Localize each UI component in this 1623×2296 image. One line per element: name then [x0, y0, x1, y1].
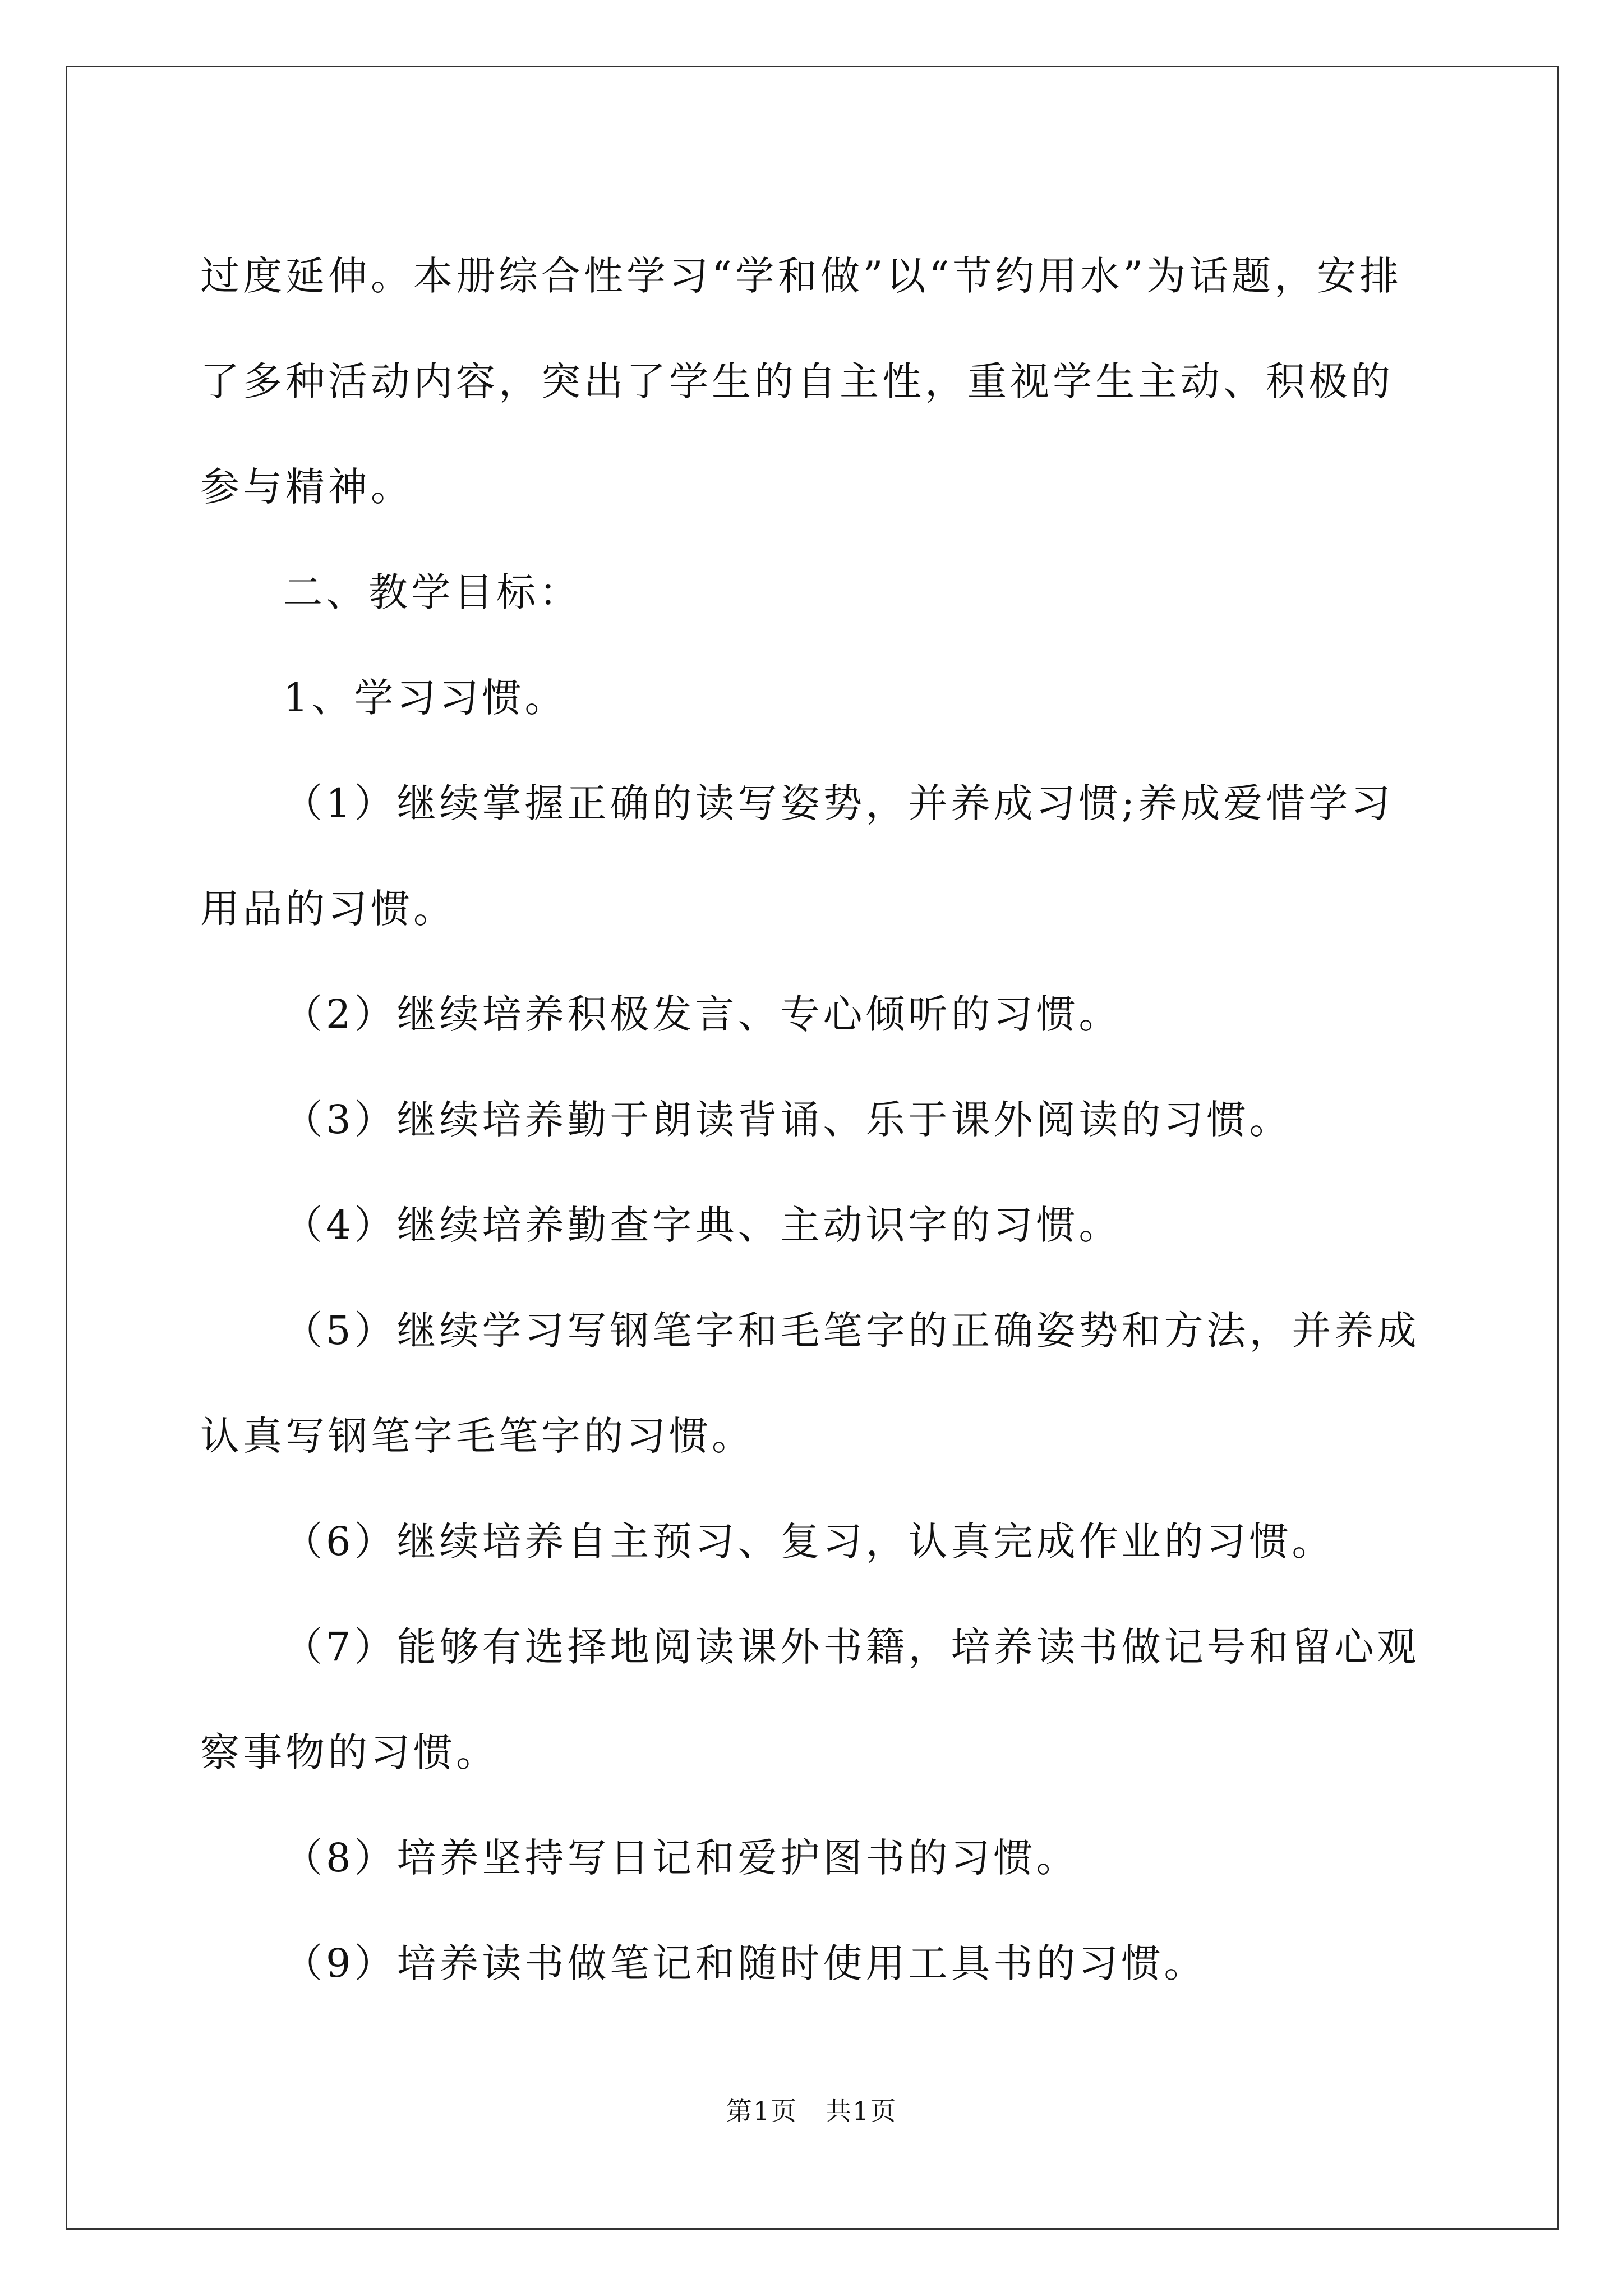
list-item: （5）继续学习写钢笔字和毛笔字的正确姿势和方法，并养成认真写钢笔字毛笔字的习惯。 — [200, 1308, 1420, 1459]
document-body — [200, 223, 1423, 2016]
page-number: 第1页 — [726, 2096, 797, 2126]
page-footer — [0, 2094, 1623, 2128]
list-item: （1）继续掌握正确的读写姿势，并养成习惯;养成爱惜学习用品的习惯。 — [200, 780, 1394, 932]
list-item: （6）继续培养自主预习、复习，认真完成作业的习惯。 — [283, 1519, 1335, 1565]
subsection-heading: 1、学习习惯。 — [283, 675, 568, 721]
list-item: （4）继续培养勤查字典、主动识字的习惯。 — [283, 1202, 1122, 1248]
page-total: 共1页 — [826, 2096, 897, 2126]
list-item: （7）能够有选择地阅读课外书籍，培养读书做记号和留心观察事物的习惯。 — [200, 1624, 1420, 1775]
list-item: （3）继续培养勤于朗读背诵、乐于课外阅读的习惯。 — [283, 1097, 1292, 1143]
section-heading: 二、教学目标： — [283, 569, 582, 615]
list-item: （2）继续培养积极发言、专心倾听的习惯。 — [283, 991, 1122, 1037]
list-item: （8）培养坚持写日记和爱护图书的习惯。 — [283, 1835, 1079, 1881]
paragraph: 过度延伸。本册综合性学习“学和做”以“节约用水”为话题，安排了多种活动内容，突出了学生的自主性，重视学生主动、积极的参与精神。 — [200, 253, 1403, 510]
list-item: （9）培养读书做笔记和随时使用工具书的习惯。 — [283, 1940, 1207, 1986]
